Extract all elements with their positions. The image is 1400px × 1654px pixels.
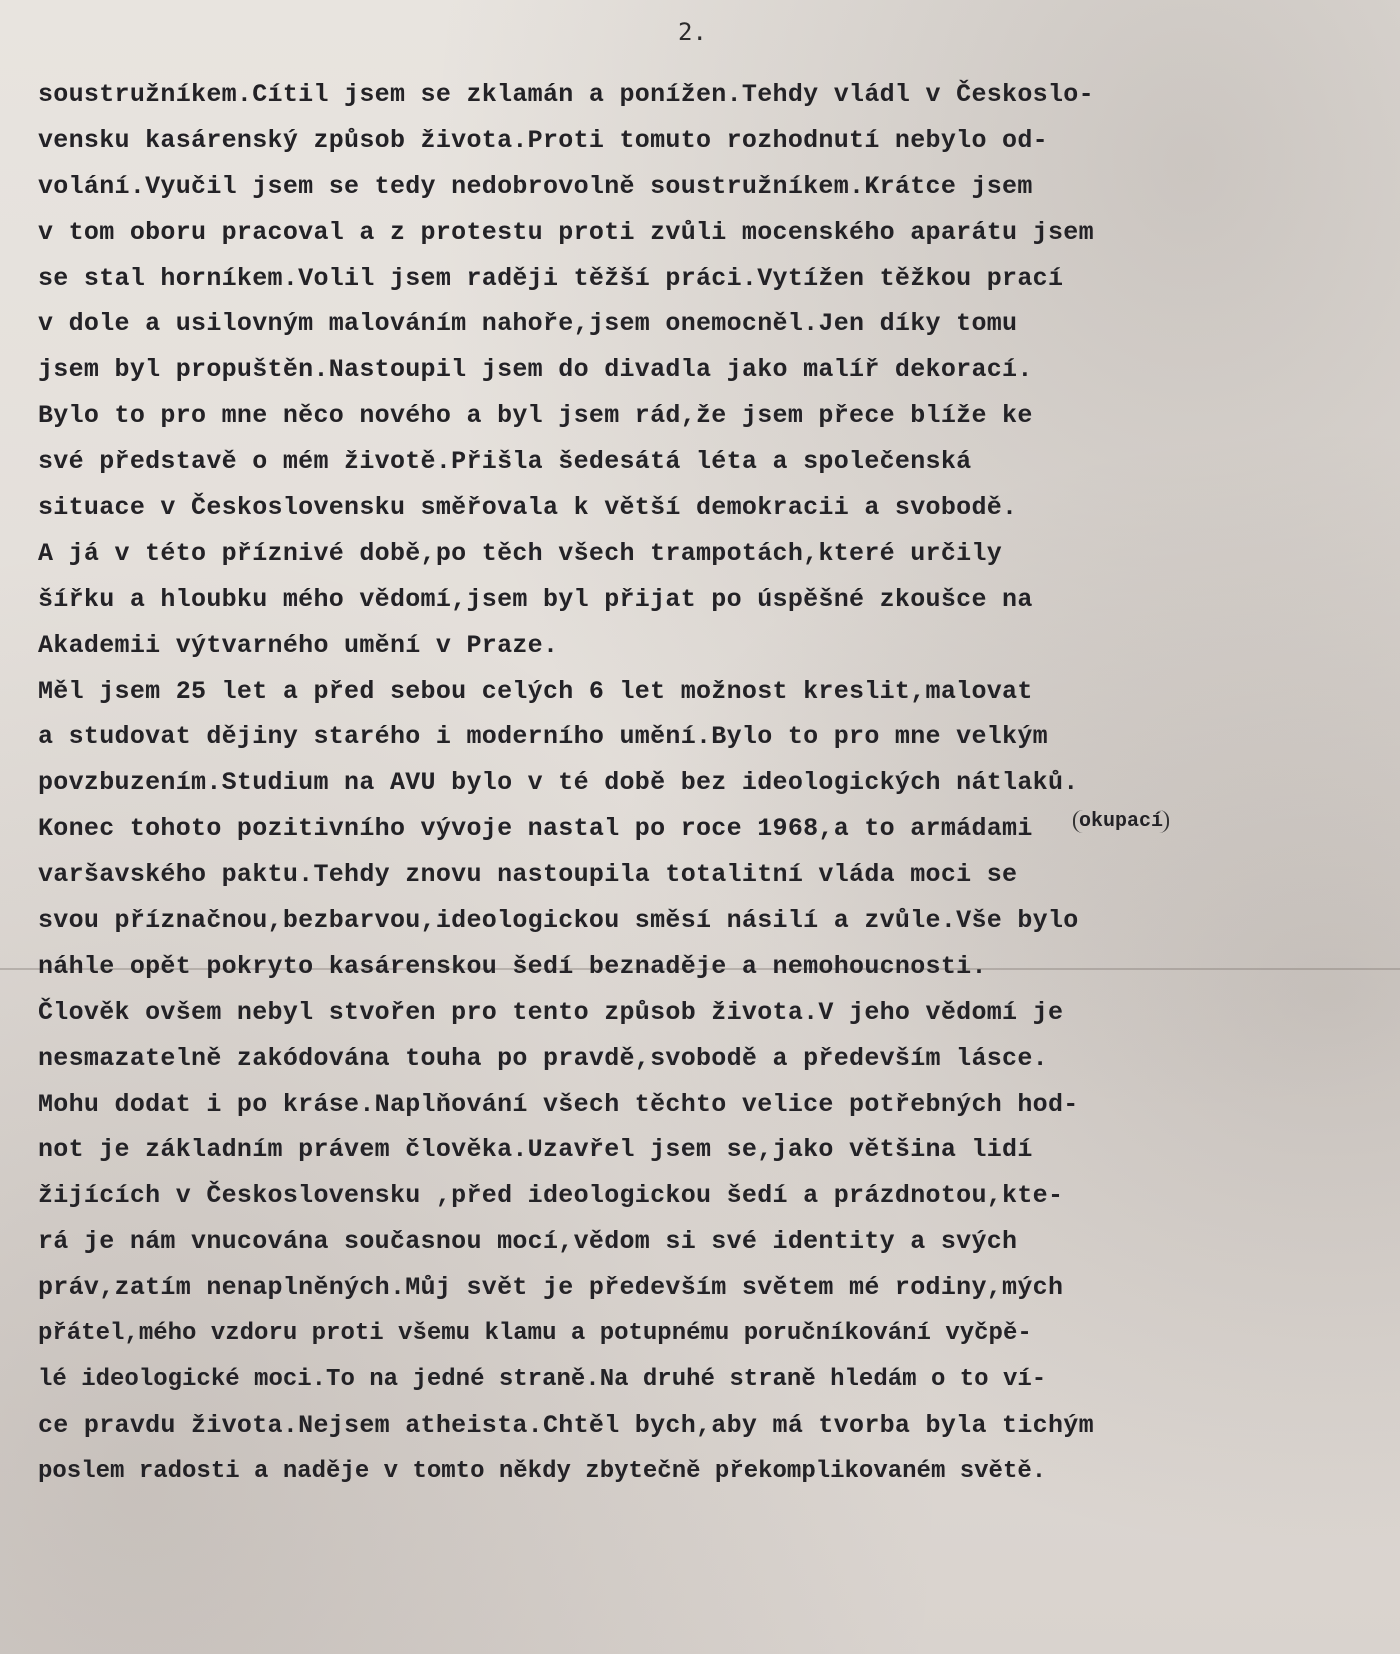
text-line: šířku a hloubku mého vědomí,jsem byl přijat po úspěšné zkoušce na [38, 584, 1033, 614]
text-line: jsem byl propuštěn.Nastoupil jsem do divadla jako malíř dekorací. [38, 355, 1033, 385]
text-line: Konec tohoto pozitivního vývoje nastal po roce 1968,a to armádami [38, 814, 1033, 844]
text-line: vensku kasárenský způsob života.Proti tomuto rozhodnutí nebylo od- [38, 125, 1048, 155]
text-line: A já v této příznivé době,po těch všech trampotách,které určily [38, 538, 1003, 568]
text-line: Měl jsem 25 let a před sebou celých 6 let možnost kreslit,malovat [38, 676, 1033, 706]
text-line: varšavského paktu.Tehdy znovu nastoupila totalitní vláda moci se [38, 860, 1018, 890]
text-line: žijících v Československu ,před ideologickou šedí a prázdnotou,kte- [38, 1181, 1064, 1211]
text-line: ce pravdu života.Nejsem atheista.Chtěl bych,aby má tvorba byla tichým [38, 1410, 1094, 1440]
text-line: v dole a usilovným malováním nahoře,jsem onemocněl.Jen díky tomu [38, 309, 1018, 339]
text-line: soustružníkem.Cítil jsem se zklamán a ponížen.Tehdy vládl v Českoslo- [38, 80, 1094, 109]
text-line: nesmazatelně zakódována touha po pravdě,svobodě a především lásce. [38, 1043, 1048, 1073]
typed-text-body [38, 72, 1378, 1495]
text-line: volání.Vyučil jsem se tedy nedobrovolně soustružníkem.Krátce jsem [38, 171, 1033, 201]
text-line: Akademii výtvarného umění v Praze. [38, 630, 559, 660]
handwritten-insertion-annotation: okupací [1073, 810, 1169, 833]
page-number: 2. [678, 18, 707, 46]
text-line: povzbuzením.Studium na AVU bylo v té době bez ideologických nátlaků. [38, 768, 1079, 798]
text-line: lé ideologické moci.To na jedné straně.Na druhé straně hledám o to ví- [38, 1365, 1047, 1393]
text-line: se stal horníkem.Volil jsem raději těžší práci.Vytížen těžkou prací [38, 263, 1064, 293]
text-line: náhle opět pokryto kasárenskou šedí beznaděje a nemohoucnosti. [38, 951, 987, 981]
text-line: Mohu dodat i po kráse.Naplňování všech těchto velice potřebných hod- [38, 1089, 1079, 1119]
text-line: a studovat dějiny starého i moderního umění.Bylo to pro mne velkým [38, 722, 1048, 752]
text-line: svou příznačnou,bezbarvou,ideologickou směsí násilí a zvůle.Vše bylo [38, 906, 1079, 936]
text-line: poslem radosti a naděje v tomto někdy zbytečně překomplikovaném světě. [38, 1457, 1047, 1485]
text-line: rá je nám vnucována současnou mocí,vědom si své identity a svých [38, 1227, 1018, 1257]
text-line: not je základním právem člověka.Uzavřel jsem se,jako většina lidí [38, 1135, 1033, 1165]
text-line: přátel,mého vzdoru proti všemu klamu a potupnému poručníkování vyčpě- [38, 1320, 1032, 1348]
text-line: Bylo to pro mne něco nového a byl jsem rád,že jsem přece blíže ke [38, 401, 1033, 431]
text-line: Člověk ovšem nebyl stvořen pro tento způsob života.V jeho vědomí je [38, 997, 1064, 1027]
text-line: v tom oboru pracoval a z protestu proti zvůli mocenského aparátu jsem [38, 217, 1094, 247]
text-line: situace v Československu směřovala k větší demokracii a svobodě. [38, 493, 1018, 523]
text-line: práv,zatím nenaplněných.Můj svět je především světem mé rodiny,mých [38, 1273, 1064, 1303]
text-line: své představě o mém životě.Přišla šedesátá léta a společenská [38, 447, 972, 477]
